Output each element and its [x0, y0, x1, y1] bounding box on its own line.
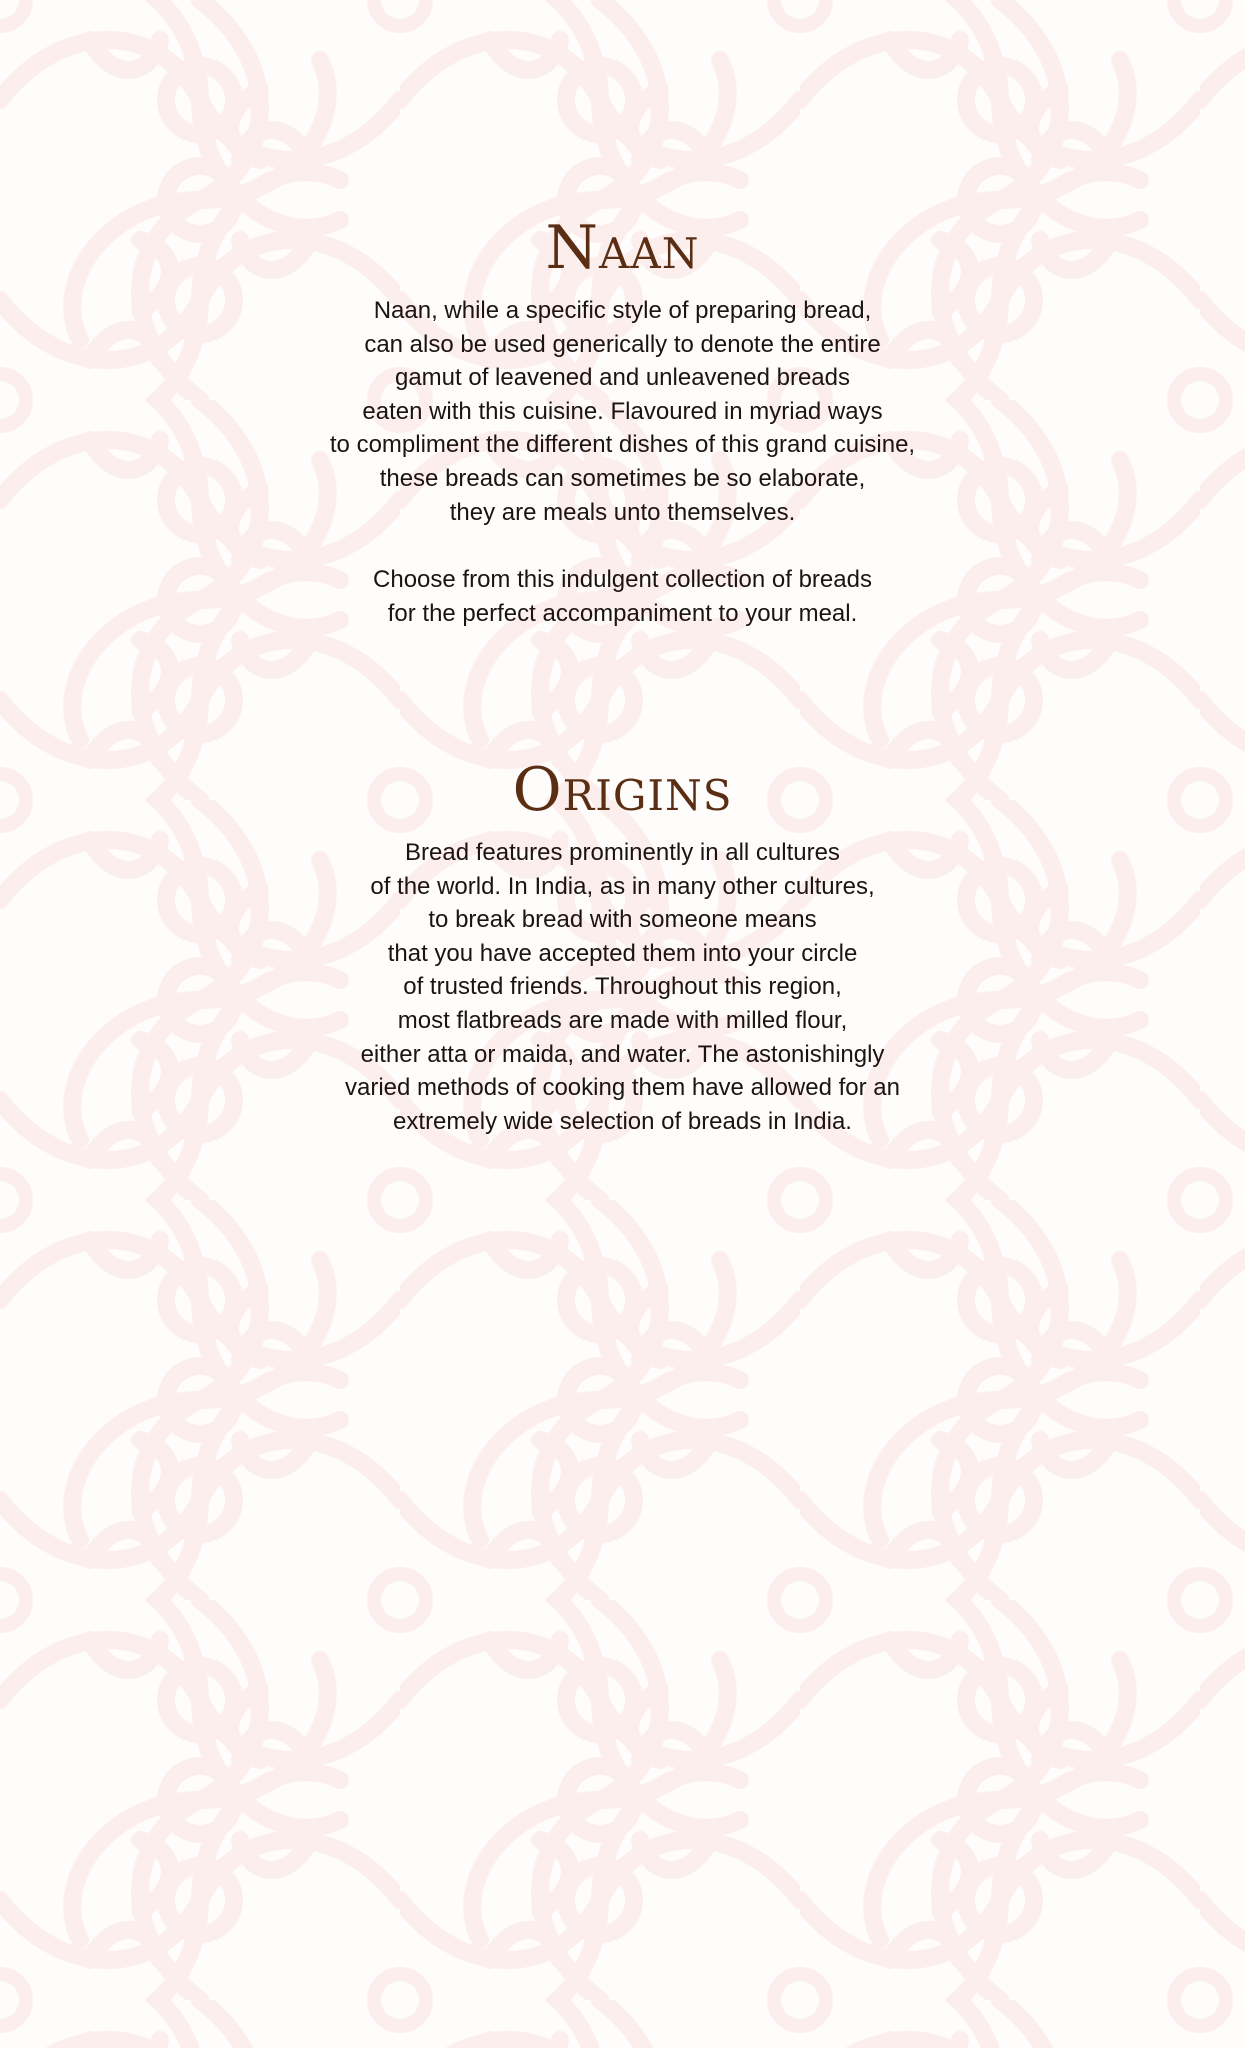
origins-line: varied methods of cooking them have allowed for an [345, 1074, 900, 1102]
origins-line: Bread features prominently in all cultures [405, 839, 840, 866]
naan-line: these breads can sometimes be so elaborate, [379, 464, 866, 492]
paragraph-spacer [0, 529, 1245, 563]
naan-line: can also be used generically to denote the entire [364, 330, 881, 358]
naan-line: gamut of leavened and unleavened breads [394, 364, 850, 392]
naan-line: they are meals unto themselves. [449, 498, 796, 526]
origins-title: Origins [512, 755, 733, 825]
naan-line: Naan, while a specific style of preparing bread, [373, 297, 872, 324]
origins-line: of trusted friends. Throughout this region, [403, 973, 842, 1001]
origins-line: of the world. In India, as in many other cultures, [370, 872, 875, 900]
naan-title: Naan [545, 213, 700, 283]
naan-choose-text [0, 563, 1245, 630]
naan-description [0, 294, 1245, 529]
naan-line: to compliment the different dishes of this grand cuisine, [329, 431, 916, 459]
naan-choose-line: Choose from this indulgent collection of breads [373, 566, 872, 594]
origins-line: either atta or maida, and water. The astonishingly [360, 1040, 885, 1068]
origins-description [0, 836, 1245, 1138]
naan-choose-line: for the perfect accompaniment to your meal. [387, 599, 858, 627]
origins-line: to break bread with someone means [428, 906, 817, 934]
origins-line: most flatbreads are made with milled flour, [397, 1006, 848, 1034]
origins-section [0, 754, 1245, 1138]
naan-line: eaten with this cuisine. Flavoured in myriad ways [362, 397, 883, 425]
origins-line: extremely wide selection of breads in India. [393, 1107, 852, 1135]
origins-line: that you have accepted them into your circle [387, 939, 858, 967]
naan-section [0, 212, 1245, 630]
